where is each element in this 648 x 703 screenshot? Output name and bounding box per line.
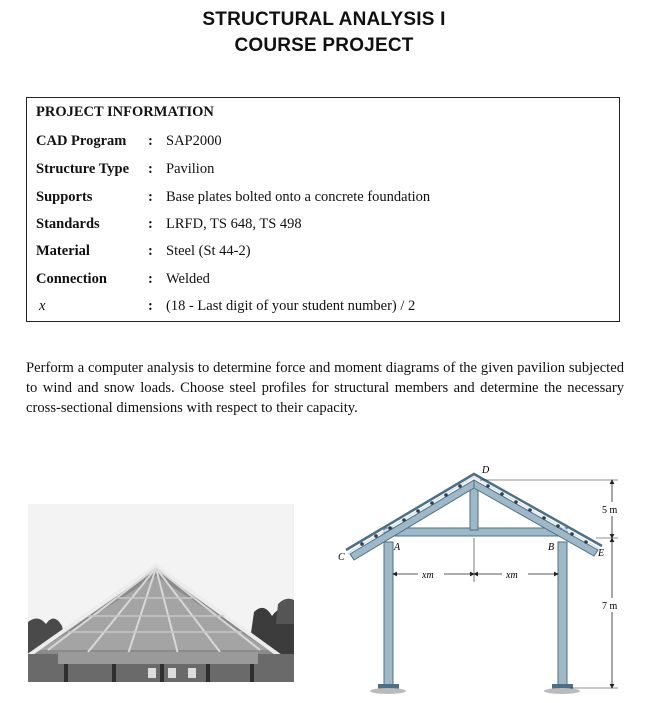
info-label: x [39,298,46,314]
info-value: LRFD, TS 648, TS 498 [166,216,302,232]
height-roof-label: 5 m [602,505,618,516]
pavilion-photo [28,504,294,682]
info-row-material [27,243,619,263]
info-value: Welded [166,271,210,287]
foundation-right [544,688,580,694]
info-label: Structure Type [36,161,130,177]
info-colon: : [148,271,153,287]
info-colon: : [148,133,153,149]
info-label: Material [36,243,90,259]
info-colon: : [148,161,153,177]
rafter-right [474,480,598,556]
frame-columns [370,542,580,694]
info-value: Steel (St 44-2) [166,243,251,259]
info-row-connection [27,271,619,291]
label-B: B [548,542,555,553]
info-row-supports [27,189,619,209]
label-A: A [394,542,401,553]
label-C: C [338,552,345,563]
king-post [470,488,478,530]
info-colon: : [148,216,153,232]
frame-svg [330,458,630,698]
info-value: Pavilion [166,161,215,177]
info-label: Connection [36,271,107,287]
project-information-box [26,97,620,322]
column-left [384,542,393,688]
foundation-left [370,688,406,694]
info-label: CAD Program [36,133,127,149]
task-description: Perform a computer analysis to determine force and moment diagrams of the given pavilion subjected to wind and snow loads. Choose steel profiles for structural members and determine the necessary cross-sectional dimensions with respect to their capacity. [26,360,624,416]
info-row-x [27,298,619,318]
info-value: Base plates bolted onto a concrete foundation [166,189,431,205]
height-column-label: 7 m [602,601,618,612]
info-value: (18 - Last digit of your student number) / 2 [166,298,416,314]
info-label: Supports [36,189,93,205]
info-label: Standards [36,216,100,232]
info-row-cad-program [27,133,619,153]
page-title-line1: STRUCTURAL ANALYSIS I [202,9,446,30]
info-colon: : [148,243,153,259]
column-right [558,542,567,688]
info-colon: : [148,189,153,205]
rafter-left [350,480,474,560]
info-heading: PROJECT INFORMATION [36,104,214,120]
dim-right-label: xm [506,570,518,581]
info-row-standards [27,216,619,236]
pavilion-photo-image [28,504,294,682]
pavilion-frame-diagram [330,458,630,698]
info-row-structure-type [27,161,619,181]
label-D: D [482,465,490,476]
page-title-line2: COURSE PROJECT [234,35,414,56]
info-colon: : [148,298,153,314]
label-E: E [598,548,605,559]
dim-left-label: xm [422,570,434,581]
info-value: SAP2000 [166,133,222,149]
